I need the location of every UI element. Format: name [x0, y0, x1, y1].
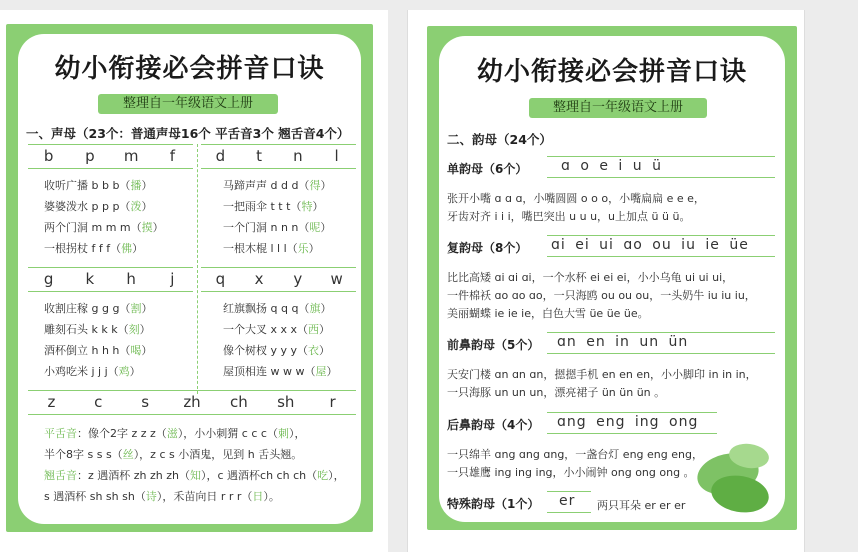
rhyme-line: 一只雄鹰 ing ing ing，小小闹钟 ong ong ong 。: [447, 466, 695, 479]
letter: h: [126, 270, 136, 288]
letter: l: [334, 147, 339, 165]
section-heading: 一、声母（23个：普通声母16个 平舌音3个 翘舌音4个）: [26, 126, 350, 141]
letter: x: [254, 270, 264, 288]
rhyme-line: 两只耳朵 er er er: [597, 499, 686, 512]
vowel-group-label: 前鼻韵母（5个）: [447, 338, 540, 352]
rhyme-line: 牙齿对齐 i i i，嘴巴突出 u u u，u上加点 ü ü ü。: [447, 210, 691, 223]
rhyme-line: 婆婆泼水 p p p（泼）: [44, 200, 153, 213]
rhyme-line: 美丽蝴蝶 ie ie ie，白色大雪 üe üe üe。: [447, 307, 649, 320]
letter: ch: [229, 393, 248, 411]
vowel-pinyin: ɑn en in un ün: [557, 334, 689, 350]
section-heading: 二、韵母（24个）: [447, 132, 552, 147]
letter: s: [141, 393, 150, 411]
vowel-pinyin: er: [559, 493, 576, 509]
vowel-group-label: 复韵母（8个）: [447, 241, 528, 255]
document-page-1: [0, 10, 388, 552]
letter: k: [85, 270, 95, 288]
page-body: [18, 34, 361, 524]
letter: q: [215, 270, 226, 288]
rhyme-line: 红旗飘扬 q q q（旗）: [223, 302, 332, 315]
letter: n: [293, 147, 303, 165]
vowel-group-label: 特殊韵母（1个）: [447, 497, 540, 511]
curl-tongue-line: s 遇酒杯 sh sh sh（诗），禾苗向日 r r r（日）。: [44, 490, 280, 503]
letter: sh: [277, 393, 295, 411]
rhyme-line: 一个门洞 n n n（呢）: [223, 221, 332, 234]
subtitle-ribbon: 整理自一年级语文上册: [98, 94, 278, 114]
rhyme-line: 一个大叉 x x x（西）: [223, 323, 331, 336]
vowel-group-label: 单韵母（6个）: [447, 162, 528, 176]
rhyme-line: 一根木棍 l l l（乐）: [223, 242, 320, 255]
rhyme-line: 一只绵羊 ɑng ɑng ɑng，一盏台灯 eng eng eng，: [447, 448, 703, 461]
rhyme-line: 酒杯倒立 h h h（喝）: [44, 344, 153, 357]
vowel-pinyin: ɑ o e i u ü: [561, 158, 662, 174]
rhyme-line: 屋顶相连 w w w（屋）: [223, 365, 338, 378]
letter: y: [293, 270, 303, 288]
page-title: 幼小衔接必会拼音口诀: [54, 54, 325, 84]
letter: r: [329, 393, 336, 411]
rhyme-line: 比比高矮 ɑi ɑi ɑi，一个水杯 ei ei ei，小小乌龟 ui ui ui，: [447, 271, 734, 284]
flat-tongue-line: 半个8字 s s s（丝），z c s 小酒鬼，见到 h 舌头翘。: [44, 448, 303, 461]
initials-row-1-left: [28, 147, 193, 165]
vowel-pinyin: ɑi ei ui ɑo ou iu ie üe: [551, 237, 749, 253]
letter: b: [43, 147, 54, 165]
curl-tongue-line: 翘舌音：z 遇酒杯 zh zh zh（知），c 遇酒杯ch ch ch（吃），: [44, 469, 345, 482]
document-page-2: [407, 10, 805, 552]
rhyme-line: 一只海豚 un un un，漂亮裙子 ün ün ün 。: [447, 386, 666, 399]
rhyme-line: 收听广播 b b b（播）: [44, 179, 153, 192]
letter: p: [85, 147, 95, 165]
page-title: 幼小衔接必会拼音口诀: [476, 57, 747, 87]
page-frame: [6, 24, 373, 532]
rhyme-line: 天安门楼 ɑn ɑn ɑn，摁摁手机 en en en，小小脚印 in in in，: [447, 368, 757, 381]
letter: c: [94, 393, 103, 411]
column-divider: [197, 144, 198, 394]
initials-row-1-right: [201, 147, 356, 165]
rhyme-line: 一根拐杖 f f f（佛）: [44, 242, 144, 255]
letter: g: [43, 270, 54, 288]
rhyme-line: 一件棉袄 ɑo ɑo ɑo，一只海鸥 ou ou ou，一头奶牛 iu iu iu，: [447, 289, 756, 302]
letter: d: [215, 147, 226, 165]
initials-row-2-left: [28, 270, 193, 288]
letter: m: [123, 147, 139, 165]
letter: t: [256, 147, 263, 165]
letter: f: [169, 147, 176, 165]
rhyme-line: 马蹄声声 d d d（得）: [223, 179, 332, 192]
rhyme-line: 像个树杈 y y y（衣）: [223, 344, 331, 357]
rhyme-line: 一把雨伞 t t t（特）: [223, 200, 324, 213]
subtitle-ribbon: 整理自一年级语文上册: [529, 98, 707, 118]
initials-row-3: [28, 393, 356, 411]
vowel-group-label: 后鼻韵母（4个）: [447, 418, 540, 432]
page-body: [439, 36, 785, 522]
vowel-pinyin: ɑng eng ing ong: [557, 414, 699, 430]
rhyme-line: 收割庄稼 g g g（割）: [44, 302, 153, 315]
letter: zh: [183, 393, 201, 411]
letter: w: [330, 270, 343, 288]
page-frame: [427, 26, 797, 530]
letter: z: [47, 393, 56, 411]
letter: j: [170, 270, 175, 288]
rhyme-line: 小鸡吃米 j j j（鸡）: [44, 365, 141, 378]
rhyme-line: 雕刻石头 k k k（刻）: [44, 323, 151, 336]
flat-tongue-line: 平舌音：像个2字 z z z（滋），小小刺猬 c c c（刺），: [44, 427, 306, 440]
rhyme-line: 两个门洞 m m m（摸）: [44, 221, 164, 234]
initials-row-2-right: [201, 270, 356, 288]
rhyme-line: 张开小嘴 ɑ ɑ ɑ，小嘴圆圆 o o o，小嘴扁扁 e e e，: [447, 192, 705, 205]
